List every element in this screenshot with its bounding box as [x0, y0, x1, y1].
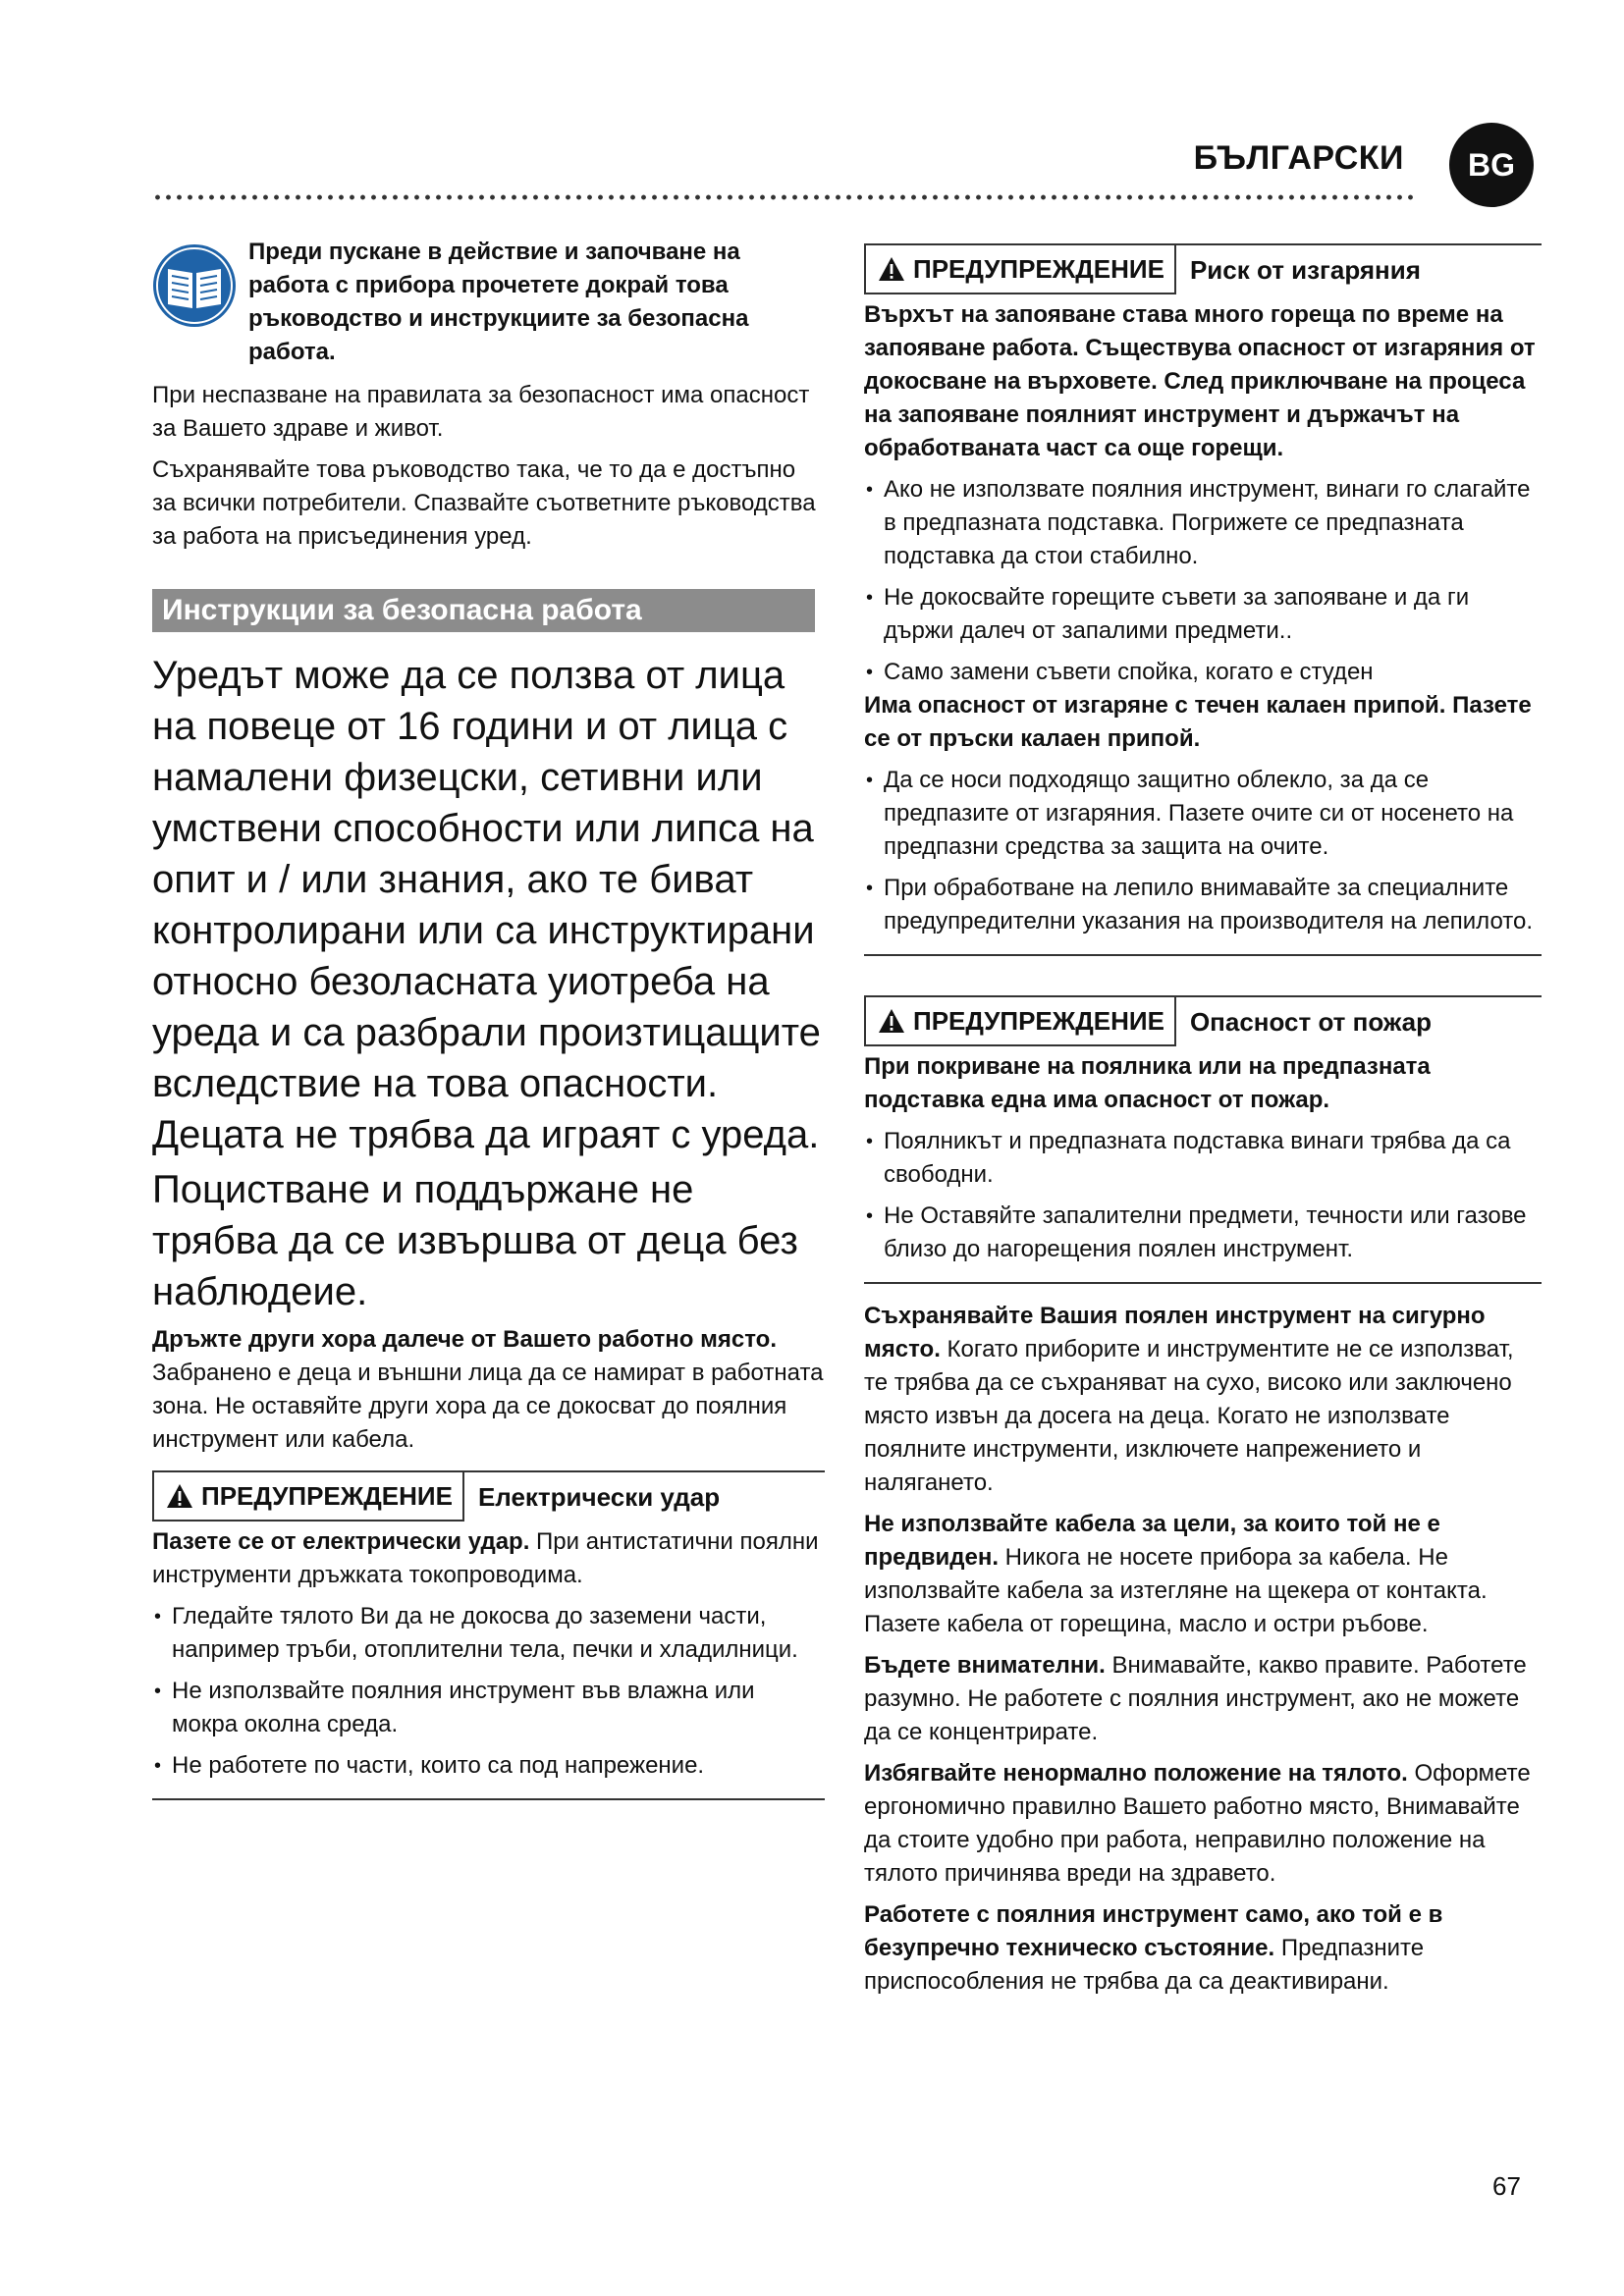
attention-heading: Бъдете внимателни.: [864, 1652, 1106, 1679]
burn-warning: [864, 243, 1542, 956]
posture-heading: Избягвайте ненормално положение на тялото.: [864, 1760, 1408, 1787]
usage-restriction-text: Уредът може да се ползва от лица на повеце от 16 години и от лица с намалени физецски, сетивни или умствени способности или липса на опит и / или знания, ако те биват контролирани или са инструктирани относно безоласната уиотреба на уреда и са разбрали произтицащите вследствие на това опасности. Децата не трябва да играят с уреда.: [152, 654, 821, 1156]
warning-label: [152, 1472, 464, 1522]
warning-header: [864, 995, 1542, 1046]
warning-topic: Опасност от пожар: [1189, 1007, 1432, 1037]
cleaning-restriction-text: Поцистване и поддържане не трябва да се извършва от деца без наблюдеие.: [152, 1168, 798, 1313]
left-column: [152, 236, 825, 1800]
open-book-icon: [152, 243, 237, 328]
list-item: • Не работете по части, които са под напрежение.: [152, 1749, 825, 1783]
intro-block: [152, 236, 825, 369]
list-item: • Гледайте тялото Ви да не докосва до заземени части, например тръби, отоплителни тела, печки и хладилници.: [152, 1600, 825, 1667]
warning-header: [864, 243, 1542, 294]
storage-text: Когато приборите и инструментите не се използват, те трябва да се съхраняват на сухо, високо или заключено място извън да досега на деца. Когато не използвате поялните инструменти, изключете напрежението и налягането.: [864, 1336, 1514, 1496]
warning-triangle-icon: [878, 256, 905, 282]
language-badge: BG: [1449, 123, 1534, 207]
warning-label: [864, 997, 1176, 1046]
list-item: • При обработване на лепило внимавайте за специалните предупредителни указания на производителя на лепилото.: [864, 872, 1542, 938]
warning-triangle-icon: [166, 1483, 193, 1509]
burn-warning-bold: Върхът на запояване става много гореща по време на запояване работа. Съществува опасност от изгаряния от докосване на върховете. След приключване на процеса на запояване поялният инструмент и държачът на обработваната част са още горещи.: [864, 301, 1536, 461]
attention-text: Внимавайте, какво правите. Работете разумно. Не работете с поялния инструмент, ако не можете да се концентрирате.: [864, 1652, 1527, 1745]
list-item: • Да се носи подходящо защитно облекло, за да се предпазите от изгаряния. Пазете очите си от носенето на предпазни средства за защита на очите.: [864, 764, 1542, 864]
bullet-list: [152, 1600, 825, 1783]
fire-warning: [864, 995, 1542, 1284]
fire-warning-bold: При покриване на поялника или на предпазната подставка една има опасност от пожар.: [864, 1053, 1431, 1113]
warning-label-text: ПРЕДУПРЕЖДЕНИЕ: [913, 254, 1164, 284]
condition-heading: Работете с поялния инструмент само, ако той е в безупречно техническо състояние.: [864, 1901, 1443, 1961]
keep-away-heading: Дръжте други хора далече от Вашето работно място.: [152, 1326, 777, 1353]
warning-triangle-icon: [878, 1008, 905, 1034]
cable-heading: Не използвайте кабела за цели, за които той не е предвиден.: [864, 1511, 1440, 1571]
bullet-list: [864, 473, 1542, 689]
safety-paragraph-1: При неспазване на правилата за безопасност има опасност за Вашето здраве и живот.: [152, 382, 810, 442]
warning-topic: Електрически удар: [477, 1482, 721, 1512]
page-number: 67: [1492, 2171, 1521, 2201]
storage-heading: Съхранявайте Вашия поялен инструмент на сигурно място.: [864, 1303, 1486, 1362]
intro-bold-text: Преди пускане в действие и започване на работа с прибора прочетете докрай това ръководство и инструкциите за безопасна работа.: [248, 239, 749, 365]
bullet-list: [864, 764, 1542, 938]
section-title: Инструкции за безопасна работа: [152, 589, 815, 632]
bullet-list: [864, 1125, 1542, 1266]
warning-label-text: ПРЕДУПРЕЖДЕНИЕ: [201, 1481, 453, 1511]
posture-text: Оформете ергономично правилно Вашето работно място, Внимавайте да стоите удобно при работа, неправилно положение на тялото причинява вреди на здравето.: [864, 1760, 1531, 1887]
list-item: • Ако не използвате поялния инструмент, винаги го слагайте в предпазната подставка. Погрижете се предпазната подставка да стои стабилно.: [864, 473, 1542, 573]
cable-text: Никога не носете прибора за кабела. Не използвайте кабела за изтегляне на щекера от контакта. Пазете кабела от горещина, масло и остри ръбове.: [864, 1544, 1488, 1637]
safety-paragraph-2: Съхранявайте това ръководство така, че то да е достъпно за всички потребители. Спазвайте съответните ръководства за работа на присъединения уред.: [152, 456, 816, 550]
keep-away-text: Забранено е деца и външни лица да се намират в работната зона. Не оставяйте други хора да се докосват до поялния инструмент или кабела.: [152, 1360, 824, 1453]
list-item: • Не докосвайте горещите съвети за запояване и да ги държи далеч от запалими предмети..: [864, 581, 1542, 648]
list-item: • Не Оставяйте запалителни предмети, течности или газове близо до нагорещения поялен инструмент.: [864, 1200, 1542, 1266]
warning-label: [864, 245, 1176, 294]
solder-warning-bold: Има опасност от изгаряне с течен калаен припой. Пазете се от пръски калаен припой.: [864, 692, 1532, 752]
warning-lead-text: При антистатични поялни инструменти дръжката токопроводима.: [152, 1528, 819, 1588]
header-language: БЪЛГАРСКИ: [1193, 139, 1404, 177]
warning-lead-bold: Пазете се от електрически удар.: [152, 1528, 530, 1555]
general-safety-paragraphs: [864, 1300, 1542, 1999]
warning-label-text: ПРЕДУПРЕЖДЕНИЕ: [913, 1006, 1164, 1036]
dotted-divider: [152, 194, 1419, 200]
electric-shock-warning: [152, 1470, 825, 1800]
warning-header: [152, 1470, 825, 1522]
right-column: [864, 236, 1542, 1999]
condition-text: Предпазните приспособления не трябва да са деактивирани.: [864, 1935, 1425, 1995]
warning-topic: Риск от изгаряния: [1189, 255, 1421, 285]
list-item: • Не използвайте поялния инструмент във влажна или мокра околна среда.: [152, 1675, 825, 1741]
list-item: • Само замени съвети спойка, когато е студен: [864, 656, 1542, 689]
list-item: • Поялникът и предпазната подставка винаги трябва да са свободни.: [864, 1125, 1542, 1192]
